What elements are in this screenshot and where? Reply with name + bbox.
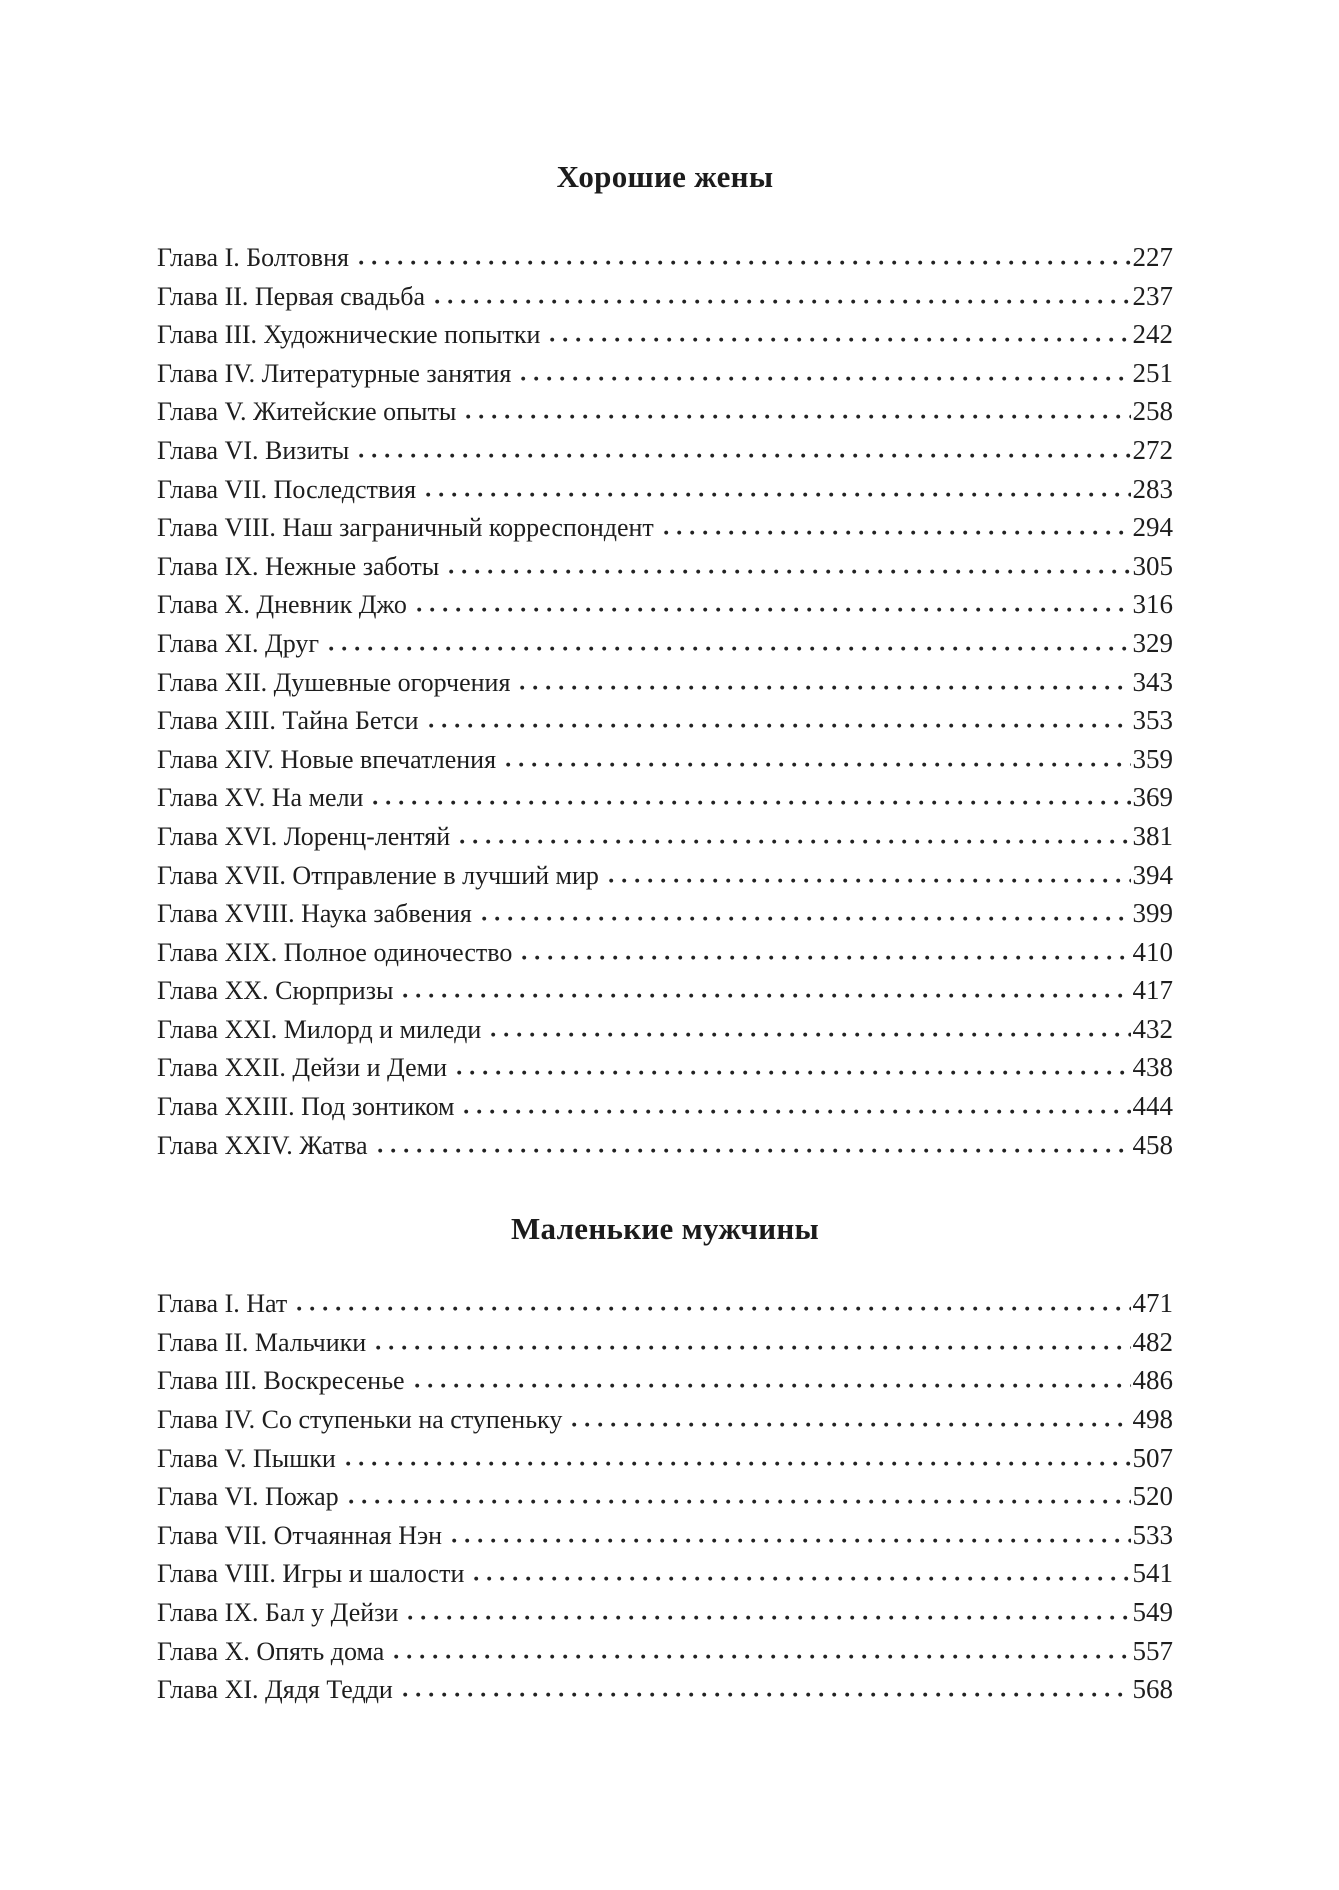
chapter-label: Глава XVI. Лоренц-лентяй (157, 821, 451, 851)
chapter-label: Глава VIII. Наш заграничный корреспондент (157, 513, 654, 543)
chapter-label: Глава VI. Пожар (157, 1482, 339, 1512)
chapter-page-number: 399 (1132, 898, 1173, 929)
chapter-page-number: 294 (1132, 512, 1173, 543)
chapter-label: Глава XVII. Отправление в лучший мир (157, 860, 599, 890)
chapter-page-number: 369 (1132, 782, 1173, 813)
toc-entry-row (157, 856, 1173, 895)
toc-entry-row (157, 354, 1173, 393)
dot-leader (403, 993, 1130, 999)
chapter-page-number: 520 (1132, 1481, 1173, 1512)
toc-entry-row (157, 585, 1173, 624)
dot-leader (376, 1345, 1130, 1351)
toc-section (157, 1212, 1173, 1709)
chapter-label: Глава VII. Отчаянная Нэн (157, 1520, 443, 1550)
dot-leader (408, 1615, 1130, 1621)
toc-entry-row (157, 277, 1173, 316)
toc-entry-row (157, 1048, 1173, 1087)
dot-leader (466, 414, 1130, 420)
chapter-page-number: 507 (1132, 1442, 1173, 1473)
chapter-list (157, 1284, 1173, 1709)
chapter-label: Глава V. Житейские опыты (157, 397, 457, 427)
dot-leader (609, 878, 1131, 884)
toc (157, 160, 1173, 1709)
chapter-label: Глава XXII. Дейзи и Деми (157, 1053, 447, 1083)
toc-entry-row (157, 624, 1173, 663)
chapter-page-number: 541 (1132, 1558, 1173, 1589)
chapter-page-number: 498 (1132, 1404, 1173, 1435)
chapter-label: Глава XXIII. Под зонтиком (157, 1092, 455, 1122)
chapter-page-number: 343 (1132, 666, 1173, 697)
chapter-label: Глава II. Мальчики (157, 1327, 367, 1357)
chapter-label: Глава VI. Визиты (157, 435, 350, 465)
toc-entry-row (157, 315, 1173, 354)
chapter-page-number: 533 (1132, 1519, 1173, 1550)
chapter-label: Глава III. Художнические попытки (157, 320, 541, 350)
chapter-label: Глава IX. Бал у Дейзи (157, 1598, 399, 1627)
chapter-page-number: 568 (1132, 1674, 1173, 1705)
chapter-label: Глава II. Первая свадьба (157, 281, 425, 311)
dot-leader (664, 530, 1131, 536)
dot-leader (346, 1461, 1131, 1467)
toc-entry-row (157, 1593, 1173, 1632)
chapter-page-number: 486 (1132, 1365, 1173, 1396)
dot-leader (550, 337, 1130, 343)
dot-leader (297, 1306, 1130, 1312)
toc-entry-row (157, 470, 1173, 509)
section-title: Маленькие мужчины (510, 1211, 820, 1247)
dot-leader (452, 1538, 1130, 1544)
dot-leader (378, 1148, 1131, 1154)
chapter-page-number: 272 (1132, 434, 1173, 465)
chapter-label: Глава III. Воскресенье (157, 1366, 405, 1396)
chapter-page-number: 227 (1132, 242, 1173, 272)
chapter-label: Глава XX. Сюрпризы (157, 976, 394, 1006)
dot-leader (417, 607, 1131, 613)
toc-entry-row (157, 1126, 1173, 1165)
chapter-label: Глава XV. На мели (157, 783, 364, 813)
dot-leader (572, 1422, 1130, 1428)
toc-entry-row (157, 1670, 1173, 1709)
chapter-page-number: 410 (1132, 936, 1173, 967)
dot-leader (426, 492, 1130, 498)
chapter-label: Глава IV. Литературные занятия (157, 358, 512, 388)
chapter-label: Глава I. Болтовня (157, 243, 349, 272)
toc-entry-row (157, 1087, 1173, 1126)
chapter-label: Глава XII. Душевные огорчения (157, 667, 511, 697)
chapter-page-number: 329 (1132, 627, 1173, 658)
toc-entry-row (157, 1477, 1173, 1516)
chapter-label: Глава XIX. Полное одиночество (157, 937, 513, 967)
dot-leader (349, 1499, 1131, 1505)
toc-section (157, 160, 1173, 1164)
toc-entry-row (157, 1554, 1173, 1593)
dot-leader (521, 376, 1130, 382)
chapter-page-number: 258 (1132, 396, 1173, 427)
chapter-page-number: 359 (1132, 743, 1173, 774)
toc-entry-row (157, 1632, 1173, 1671)
chapter-label: Глава XI. Дядя Тедди (157, 1675, 393, 1705)
toc-entry-row (157, 1516, 1173, 1555)
toc-entry-row (157, 1010, 1173, 1049)
chapter-label: Глава XXIV. Жатва (157, 1130, 368, 1160)
dot-leader (359, 260, 1131, 266)
toc-entry-row (157, 1400, 1173, 1439)
toc-entry-row (157, 933, 1173, 972)
chapter-label: Глава X. Дневник Джо (157, 590, 407, 620)
toc-entry-row (157, 1361, 1173, 1400)
chapter-page-number: 471 (1132, 1288, 1173, 1319)
chapter-label: Глава XIII. Тайна Бетси (157, 706, 419, 736)
toc-entry-row (157, 1284, 1173, 1323)
dot-leader (474, 1576, 1130, 1582)
dot-leader (329, 646, 1130, 652)
chapter-page-number: 482 (1132, 1326, 1173, 1357)
toc-entry-row (157, 778, 1173, 817)
chapter-page-number: 242 (1132, 319, 1173, 350)
dot-leader (373, 800, 1130, 806)
chapter-page-number: 557 (1132, 1635, 1173, 1666)
chapter-label: Глава XXI. Милорд и миледи (157, 1014, 482, 1044)
chapter-page-number: 305 (1132, 550, 1173, 581)
dot-leader (449, 569, 1130, 575)
toc-entry-row (157, 971, 1173, 1010)
toc-entry-row (157, 817, 1173, 856)
chapter-page-number: 237 (1132, 280, 1173, 311)
chapter-page-number: 549 (1132, 1597, 1173, 1627)
chapter-page-number: 432 (1132, 1013, 1173, 1044)
dot-leader (464, 1109, 1130, 1115)
chapter-label: Глава VIII. Игры и шалости (157, 1559, 465, 1589)
dot-leader (435, 299, 1131, 305)
toc-entry-row (157, 238, 1173, 277)
toc-entry-row (157, 740, 1173, 779)
dot-leader (506, 762, 1130, 768)
chapter-page-number: 438 (1132, 1052, 1173, 1083)
chapter-label: Глава XI. Друг (157, 628, 320, 658)
dot-leader (457, 1070, 1131, 1076)
dot-leader (520, 685, 1130, 691)
dot-leader (522, 955, 1130, 961)
chapter-page-number: 381 (1132, 820, 1173, 851)
chapter-page-number: 444 (1132, 1091, 1173, 1122)
chapter-label: Глава VII. Последствия (157, 474, 417, 504)
chapter-list (157, 238, 1173, 1164)
chapter-label: Глава X. Опять дома (157, 1636, 385, 1666)
toc-entry-row (157, 431, 1173, 470)
chapter-page-number: 316 (1132, 589, 1173, 620)
dot-leader (415, 1383, 1131, 1389)
dot-leader (491, 1032, 1130, 1038)
toc-entry-row (157, 701, 1173, 740)
toc-entry-row (157, 1439, 1173, 1478)
chapter-label: Глава IX. Нежные заботы (157, 551, 440, 581)
toc-entry-row (157, 1323, 1173, 1362)
chapter-label: Глава I. Нат (157, 1289, 288, 1319)
toc-entry-row (157, 894, 1173, 933)
dot-leader (403, 1692, 1131, 1698)
chapter-page-number: 417 (1132, 975, 1173, 1006)
toc-entry-row (157, 547, 1173, 586)
chapter-page-number: 458 (1132, 1129, 1173, 1160)
toc-entry-row (157, 392, 1173, 431)
section-title: Хорошие жены (556, 159, 774, 194)
toc-entry-row (157, 663, 1173, 702)
toc-entry-row (157, 508, 1173, 547)
chapter-label: Глава XIV. Новые впечатления (157, 744, 497, 774)
chapter-page-number: 283 (1132, 473, 1173, 504)
dot-leader (394, 1654, 1130, 1660)
dot-leader (359, 453, 1130, 459)
chapter-page-number: 353 (1132, 705, 1173, 736)
chapter-page-number: 251 (1132, 357, 1173, 388)
chapter-label: Глава XVIII. Наука забвения (157, 899, 472, 929)
chapter-page-number: 394 (1132, 859, 1173, 890)
chapter-label: Глава V. Пышки (157, 1443, 336, 1473)
dot-leader (482, 916, 1131, 922)
dot-leader (460, 839, 1130, 845)
chapter-label: Глава IV. Со ступеньки на ступеньку (157, 1405, 563, 1435)
dot-leader (429, 723, 1131, 729)
